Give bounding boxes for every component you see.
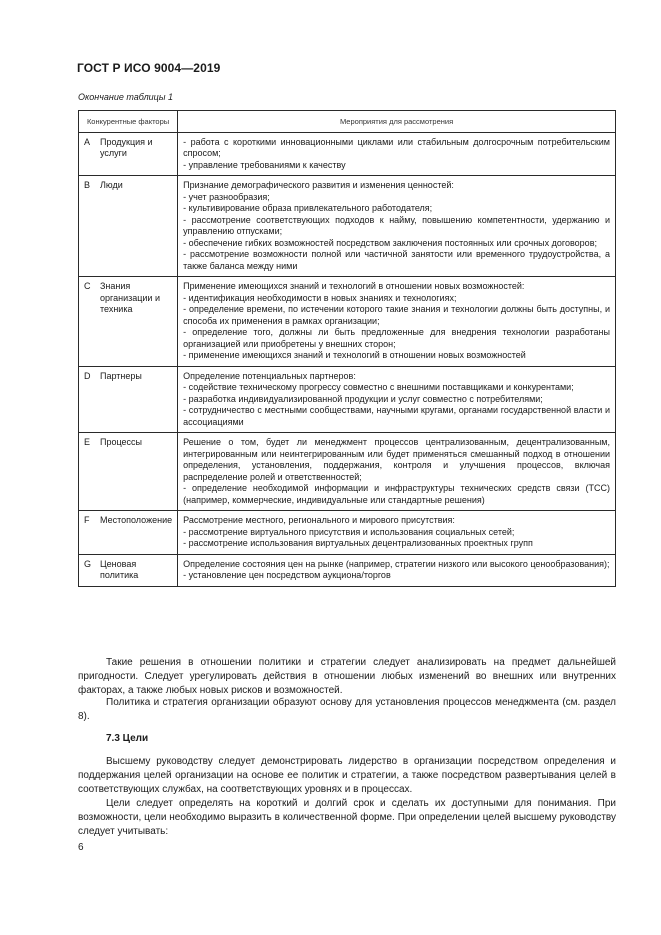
factor-name: Люди <box>98 176 178 277</box>
measure-item: - культивирование образа привлекательного работодателя; <box>183 203 433 213</box>
factor-code: A <box>79 132 99 176</box>
table-header-row <box>79 111 616 133</box>
measure-item: - сотрудничество с местными сообществами, научными кругами, органами государственной власти и ассоциациями <box>183 405 610 427</box>
document-header: ГОСТ Р ИСО 9004—2019 <box>77 61 221 75</box>
factor-name: Ценовая политика <box>98 554 178 586</box>
measure-item: Рассмотрение местного, регионального и мирового присутствия: <box>183 515 455 525</box>
factor-code: C <box>79 277 99 367</box>
measure-item: - рассмотрение возможности полной или частичной занятости или временного трудоустройства, а также баланса между ними <box>183 249 610 271</box>
factor-code: B <box>79 176 99 277</box>
factor-measures <box>178 132 616 176</box>
measure-item: - обеспечение гибких возможностей посредством заключения постоянных или срочных договоров; <box>183 237 597 248</box>
paragraph-leadership: Высшему руководству следует демонстрировать лидерство в организации посредством определения и поддержания целей организации на основе ее политик и стратегии, а также посредством развертывания целей в соответствующих службах, на соответствующих уровнях и в процессах. <box>78 756 616 795</box>
header-measures: Мероприятия для рассмотрения <box>178 111 616 133</box>
factor-name: Знания организации и техника <box>98 277 178 367</box>
measure-item: - управление требованиями к качеству <box>183 159 346 170</box>
measure-item: - определение необходимой информации и инфраструктуры технических средств связи (ТСС) (например, коммерческие, индивидуальные или стандартные решения) <box>183 483 610 505</box>
factor-code: D <box>79 366 99 433</box>
measure-item: - работа с короткими инновационными циклами или стабильным долгосрочным потребительским спросом; <box>183 136 610 158</box>
measure-item: - определение того, должны ли быть предложенные для внедрения технологии разработаны организацией или приобретены у внешних сторон; <box>183 327 610 349</box>
table-caption: Окончание таблицы 1 <box>78 92 173 102</box>
measure-item: - определение времени, по истечении которого такие знания и технологии должны быть доступны, и способа их применения в рамках организации; <box>183 304 610 326</box>
paragraph-objectives: Цели следует определять на короткий и долгий срок и сделать их доступными для понимания. При возможности, цели необходимо выразить в количественной форме. При определении целей высшему руководству следует учитывать: <box>78 798 616 837</box>
competitive-factors-table <box>78 110 616 587</box>
table-row <box>79 132 616 176</box>
measure-item: Признание демографического развития и изменения ценностей: <box>183 180 454 190</box>
paragraph-decisions: Такие решения в отношении политики и стратегии следует анализировать на предмет дальнейшей пригодности. Следует урегулировать действия в отношении любых изменений во внешних или внутренних факторах, а также любых новых рисков и возможностей. <box>78 657 616 696</box>
factor-name: Процессы <box>98 433 178 511</box>
header-factors: Конкурентные факторы <box>79 111 178 133</box>
paragraph-policy: Политика и стратегия организации образуют основу для установления процессов менеджмента (см. раздел 8). <box>78 697 616 722</box>
factor-measures <box>178 433 616 511</box>
table-row <box>79 433 616 511</box>
factor-name: Местоположение <box>98 511 178 555</box>
measure-item: - содействие техническому прогрессу совместно с внешними поставщиками и конкурентами; <box>183 382 574 392</box>
measure-item: - учет разнообразия; <box>183 191 270 202</box>
table-row <box>79 277 616 367</box>
measure-item: - идентификация необходимости в новых знаниях и технологиях; <box>183 292 457 303</box>
factor-measures <box>178 511 616 555</box>
factor-code: F <box>79 511 99 555</box>
measure-item: - установление цен посредством аукциона/торгов <box>183 570 391 580</box>
factor-measures <box>178 277 616 367</box>
factor-name: Продукция и услуги <box>98 132 178 176</box>
factor-measures <box>178 176 616 277</box>
factor-measures <box>178 366 616 433</box>
measure-item: - рассмотрение соответствующих подходов к найму, повышению компетентности, удержанию и управлению отпусками; <box>183 214 610 236</box>
measure-item: Определение состояния цен на рынке (например, стратегии низкого или высокого ценообразования); <box>183 558 610 569</box>
measure-item: Определение потенциальных партнеров: <box>183 370 356 381</box>
table-row <box>79 511 616 555</box>
measure-item: - рассмотрение виртуального присутствия и использования социальных сетей; <box>183 526 515 537</box>
factor-code: G <box>79 554 99 586</box>
measure-item: - разработка индивидуализированной продукции и услуг совместно с потребителями; <box>183 393 543 404</box>
page-number: 6 <box>78 842 84 853</box>
section-heading: 7.3 Цели <box>106 733 149 744</box>
factor-name: Партнеры <box>98 366 178 433</box>
measure-item: - применение имеющихся знаний и технологий в отношении новых возможностей <box>183 350 526 360</box>
measure-item: Применение имеющихся знаний и технологий в отношении новых возможностей: <box>183 281 525 291</box>
table-row <box>79 366 616 433</box>
table-row <box>79 554 616 586</box>
factor-code: E <box>79 433 99 511</box>
table-row <box>79 176 616 277</box>
measure-item: Решение о том, будет ли менеджмент процессов централизованным, децентрализованным, интегрированным или неинтегрированным или будет применяться смешанный подход в отношении определения, установления, поддержания, контроля и улучшения процессов, включая распределение ролей и ответственностей; <box>183 437 610 482</box>
measure-item: - рассмотрение использования виртуальных децентрализованных проектных групп <box>183 538 533 548</box>
factor-measures <box>178 554 616 586</box>
